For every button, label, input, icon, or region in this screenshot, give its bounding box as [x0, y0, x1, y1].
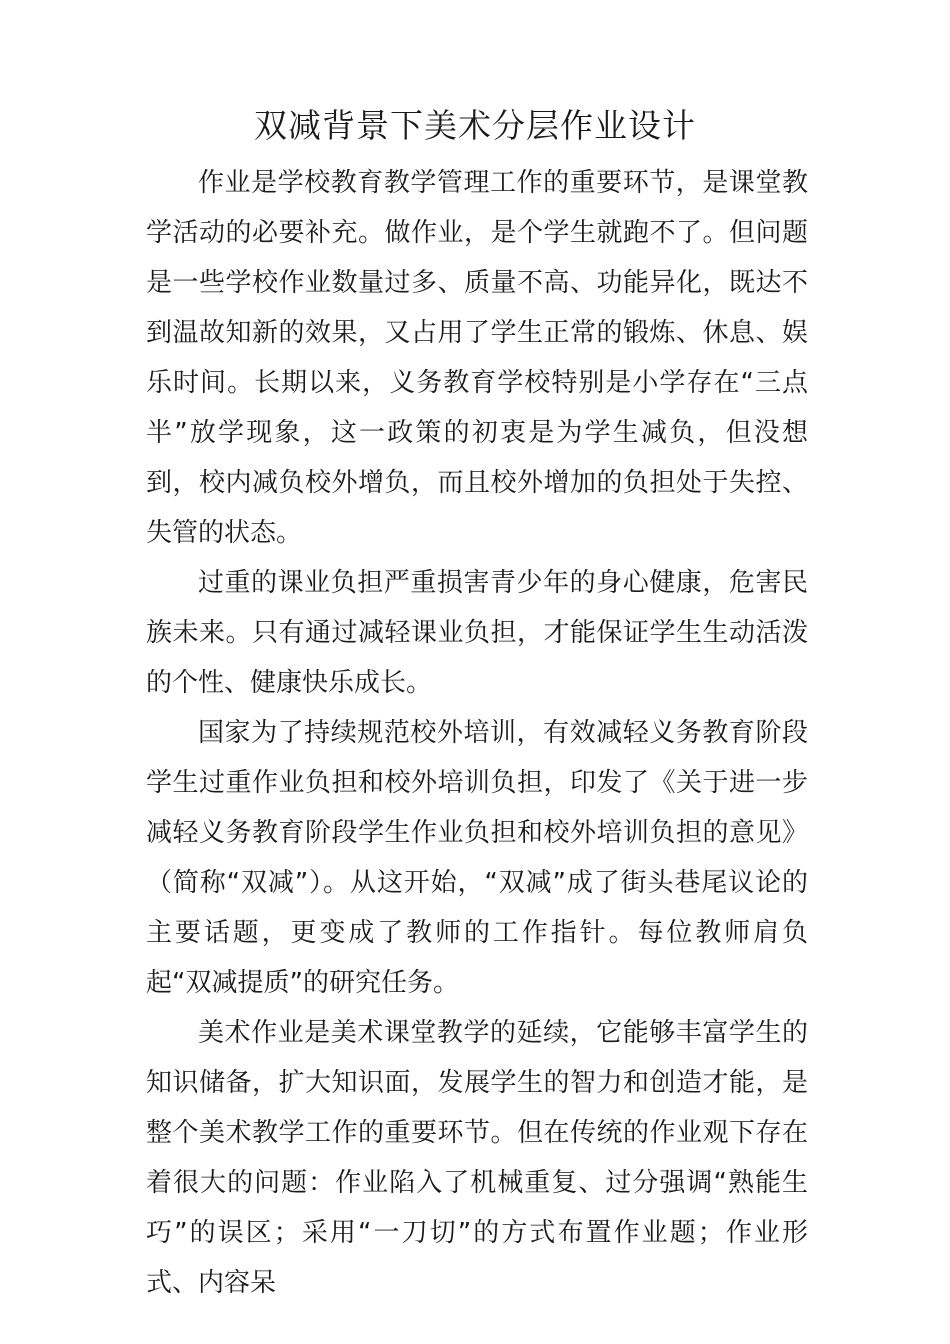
- document-title: 双减背景下美术分层作业设计: [254, 106, 696, 145]
- paragraph: 作业是学校教育教学管理工作的重要环节，是课堂教学活动的必要补充。做作业，是个学生就跑不了。但问题是一些学校作业数量过多、质量不高、功能异化，既达不到温故知新的效果，又占用了学生正常的锻炼、休息、娱乐时间。长期以来，义务教育学校特别是小学存在“三点半”放学现象，这一政策的初衷是为学生减负，但没想到，校内减负校外增负，而且校外增加的负担处于失控、失管的状态。: [146, 168, 808, 548]
- document-body: [146, 158, 808, 1308]
- paragraph: 国家为了持续规范校外培训，有效减轻义务教育阶段学生过重作业负担和校外培训负担，印发了《关于进一步减轻义务教育阶段学生作业负担和校外培训负担的意见》（简称“双减”）。从这开始，“双减”成了街头巷尾议论的主要话题，更变成了教师的工作指针。每位教师肩负起“双减提质”的研究任务。: [146, 718, 808, 998]
- paragraph: 美术作业是美术课堂教学的延续，它能够丰富学生的知识储备，扩大知识面，发展学生的智力和创造才能，是整个美术教学工作的重要环节。但在传统的作业观下存在着很大的问题：作业陷入了机械重复、过分强调“熟能生巧”的误区；采用“一刀切”的方式布置作业题；作业形式、内容呆: [146, 1018, 808, 1298]
- paragraph: 过重的课业负担严重损害青少年的身心健康，危害民族未来。只有通过减轻课业负担，才能保证学生生动活泼的个性、健康快乐成长。: [146, 568, 808, 698]
